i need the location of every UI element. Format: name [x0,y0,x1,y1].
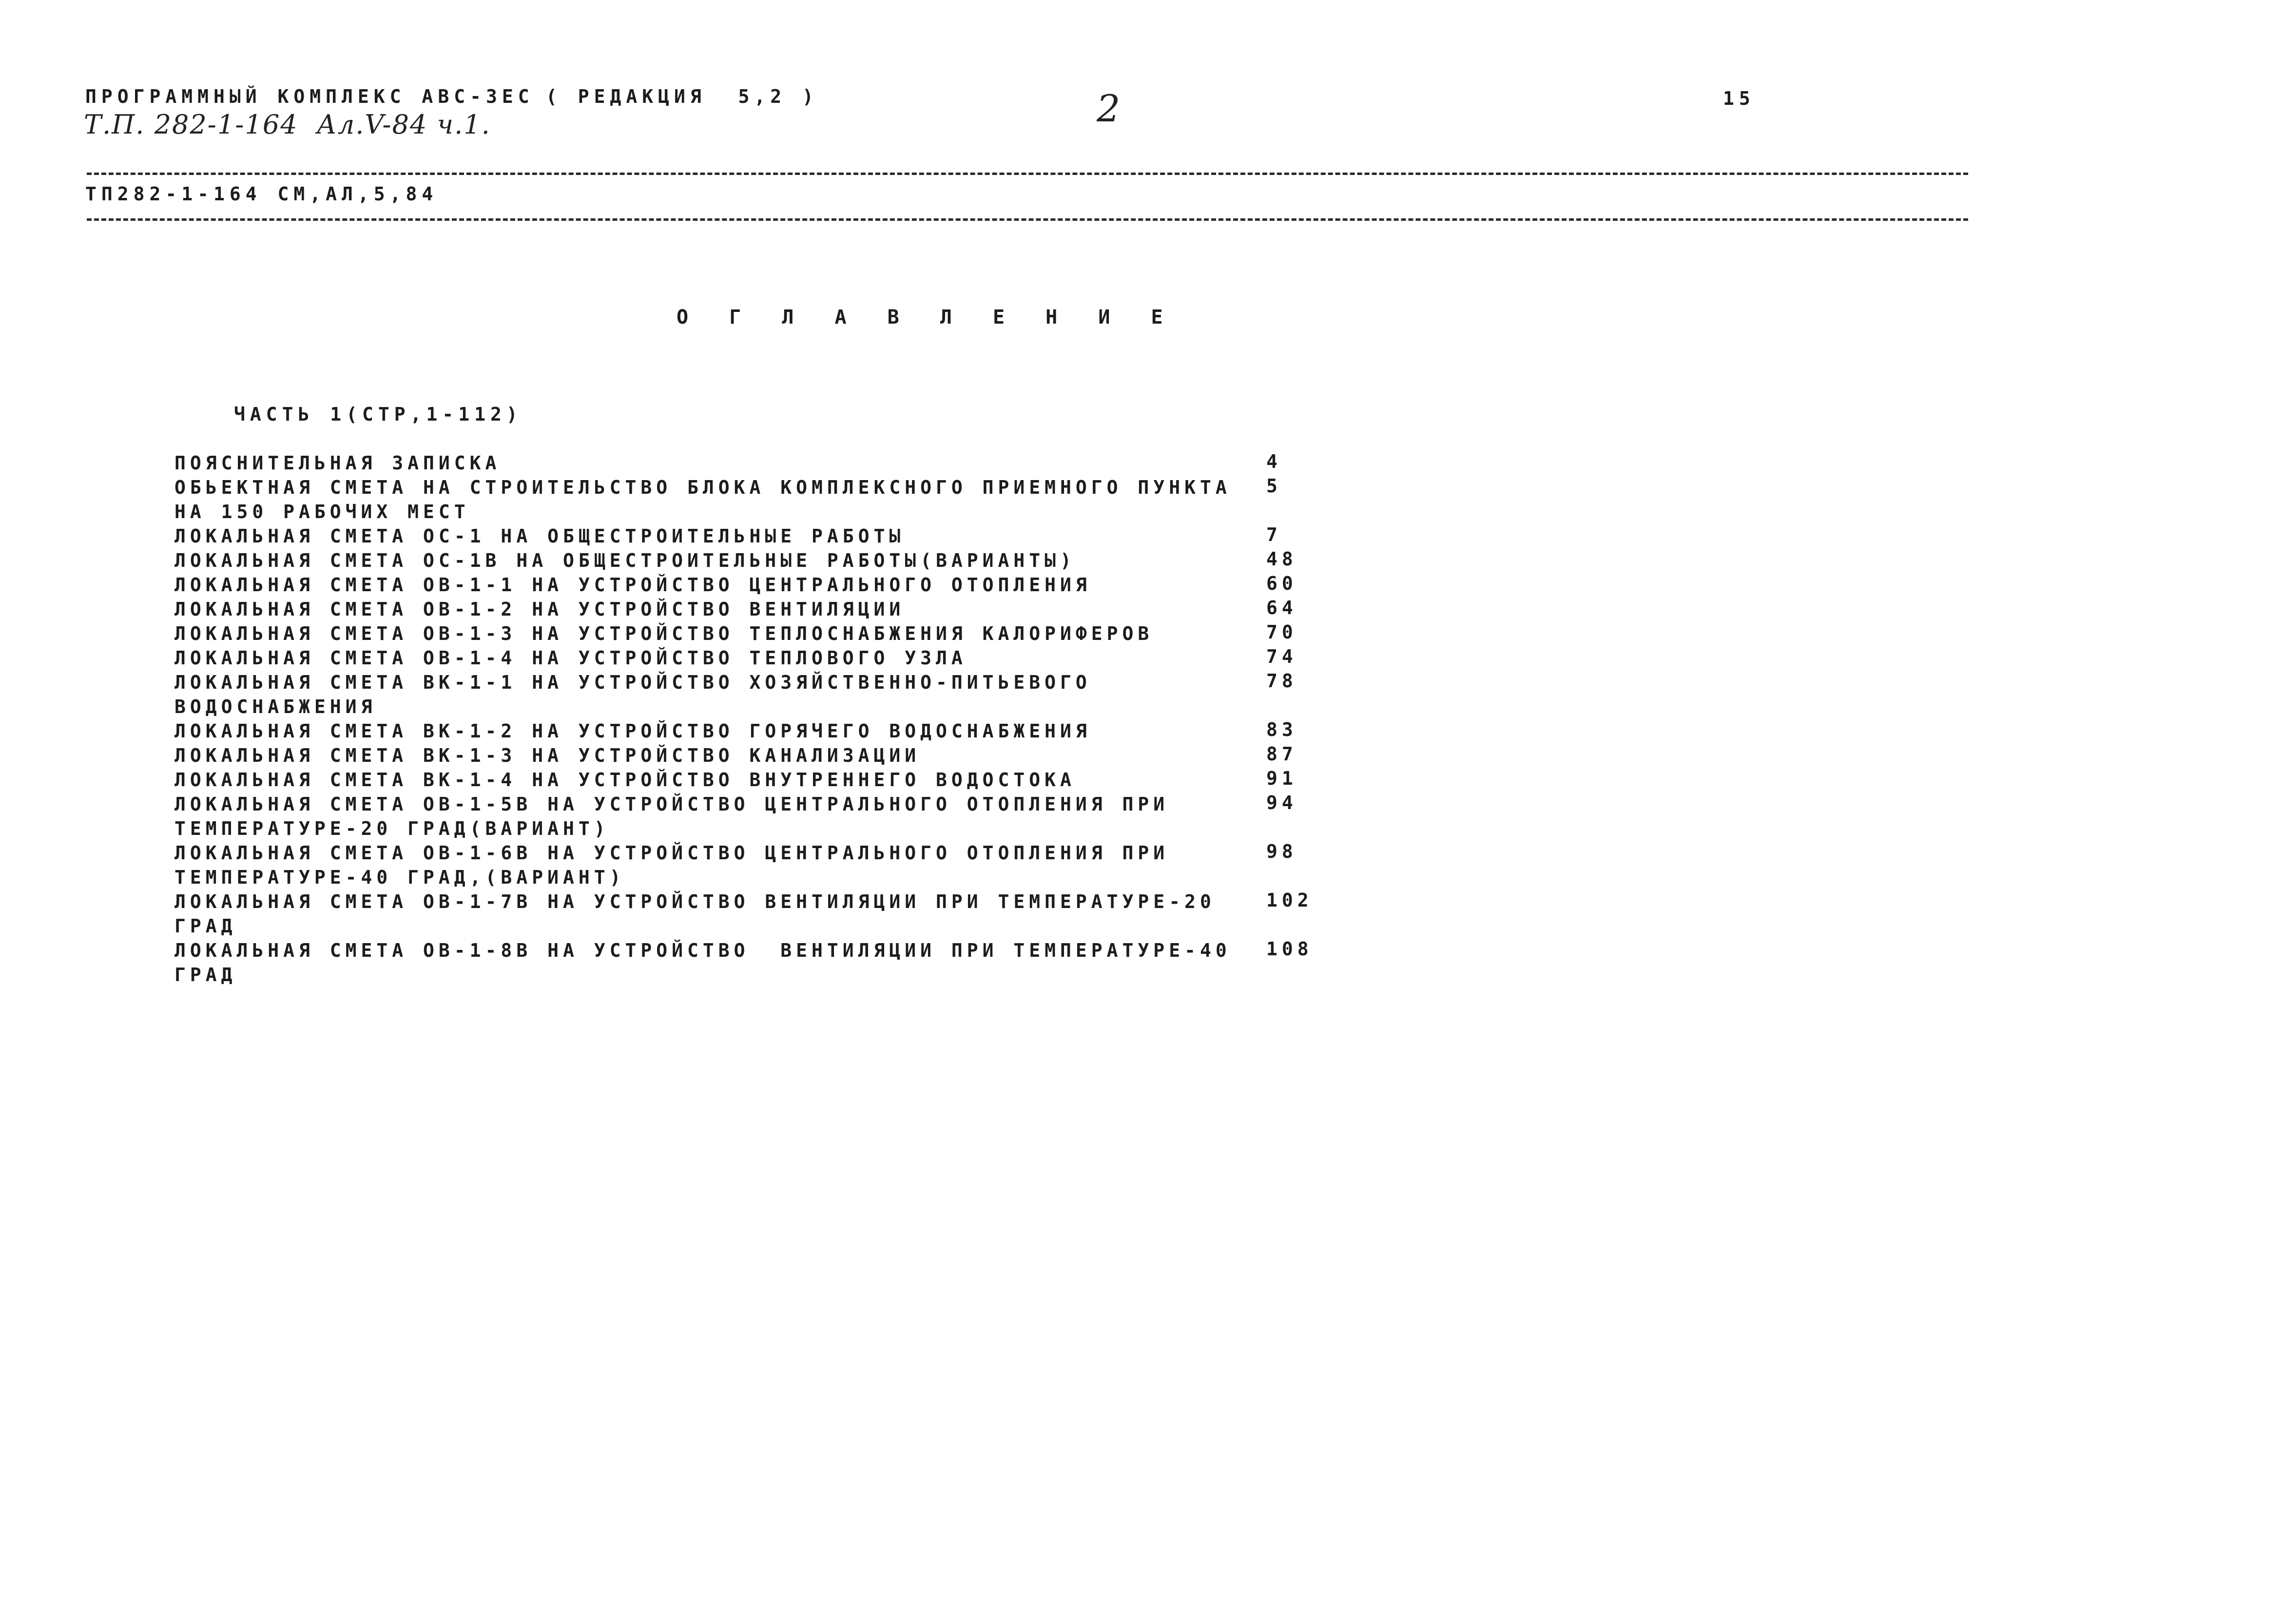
toc-entry [174,792,1297,841]
toc-entry-page: 5 [1266,475,1282,497]
toc-entry [174,719,1297,743]
toc-entry-title: ЛОКАЛЬНАЯ СМЕТА ОВ-1-3 НА УСТРОЙСТВО ТЕПЛОСНАБЖЕНИЯ КАЛОРИФЕРОВ [174,623,1154,644]
toc-entry-title: ЛОКАЛЬНАЯ СМЕТА ОС-1 НА ОБЩЕСТРОИТЕЛЬНЫЕ РАБОТЫ [174,525,905,547]
toc-entry-page: 83 [1266,719,1297,740]
toc-entry-page: 70 [1266,621,1297,643]
toc-entry [174,451,1282,475]
toc-entry-title: ЛОКАЛЬНАЯ СМЕТА ОВ-1-1 НА УСТРОЙСТВО ЦЕНТРАЛЬНОГО ОТОПЛЕНИЯ [174,574,1091,596]
toc-title: О Г Л А В Л Е Н И Е [677,306,1178,329]
toc-entry-title: ЛОКАЛЬНАЯ СМЕТА ОВ-1-6В НА УСТРОЙСТВО ЦЕНТРАЛЬНОГО ОТОПЛЕНИЯ ПРИ [174,842,1169,864]
toc-entry-page: 94 [1266,792,1297,813]
toc-entry [174,621,1297,646]
toc-entry-page: 48 [1266,548,1297,570]
toc-entry-title: ЛОКАЛЬНАЯ СМЕТА ВК-1-2 НА УСТРОЙСТВО ГОРЯЧЕГО ВОДОСНАБЖЕНИЯ [174,720,1091,742]
toc-entry-title: ТЕМПЕРАТУРЕ-20 ГРАД(ВАРИАНТ) [174,818,610,839]
toc-entry-title: ПОЯСНИТЕЛЬНАЯ ЗАПИСКА [174,452,501,474]
toc-entry-title: ТЕМПЕРАТУРЕ-40 ГРАД,(ВАРИАНТ) [174,867,625,888]
toc-entry-title: ЛОКАЛЬНАЯ СМЕТА ВК-1-3 НА УСТРОЙСТВО КАНАЛИЗАЦИИ [174,745,921,766]
toc-entry [174,670,1297,719]
separator-bottom [87,218,1968,221]
toc-entry-title: ЛОКАЛЬНАЯ СМЕТА ОВ-1-5В НА УСТРОЙСТВО ЦЕНТРАЛЬНОГО ОТОПЛЕНИЯ ПРИ [174,793,1169,815]
toc-entry [174,524,1282,548]
toc-entry-page: 64 [1266,597,1297,619]
toc-entry [174,646,1297,670]
toc-entry-title: ЛОКАЛЬНАЯ СМЕТА ОВ-1-7В НА УСТРОЙСТВО ВЕНТИЛЯЦИИ ПРИ ТЕМПЕРАТУРЕ-20 [174,891,1216,912]
toc-entry [174,743,1297,768]
toc-entry [174,548,1297,573]
toc-entry [174,768,1297,792]
toc-entry-page: 87 [1266,743,1297,765]
toc-entry [174,475,1282,524]
toc-entry-page: 74 [1266,646,1297,667]
toc-entry-page: 91 [1266,768,1297,789]
handwritten-reference: Т.П. 282-1-164 Ал.V-84 ч.1. [84,109,491,140]
page-number: 15 [1723,88,1755,109]
edition-label: ( РЕДАКЦИЯ 5,2 ) [546,86,818,107]
toc-entry [174,597,1297,621]
toc-entry-title: ВОДОСНАБЖЕНИЯ [174,696,377,717]
toc-entry-title: НА 150 РАБОЧИХ МЕСТ [174,501,470,522]
toc-entry-page: 108 [1266,938,1313,960]
toc-entry-page: 98 [1266,841,1297,862]
toc-entry-title: ЛОКАЛЬНАЯ СМЕТА ВК-1-1 НА УСТРОЙСТВО ХОЗЯЙСТВЕННО-ПИТЬЕВОГО [174,672,1091,693]
program-name: ПРОГРАММНЫЙ КОМПЛЕКС АВС-3ЕС [85,86,534,107]
toc-entry [174,889,1313,938]
toc-entry-title: ГРАД [174,915,237,937]
toc-entry-title: ЛОКАЛЬНАЯ СМЕТА ОВ-1-4 НА УСТРОЙСТВО ТЕПЛОВОГО УЗЛА [174,647,967,669]
toc-entry-title: ЛОКАЛЬНАЯ СМЕТА ВК-1-4 НА УСТРОЙСТВО ВНУТРЕННЕГО ВОДОСТОКА [174,769,1076,791]
toc-entry-title: ЛОКАЛЬНАЯ СМЕТА ОС-1В НА ОБЩЕСТРОИТЕЛЬНЫЕ РАБОТЫ(ВАРИАНТЫ) [174,550,1076,571]
toc-entry [174,573,1297,597]
toc-entry-page: 102 [1266,889,1313,911]
separator-top [87,173,1968,175]
handwritten-sheet-number: 2 [1097,87,1122,130]
toc-entry-title: ЛОКАЛЬНАЯ СМЕТА ОВ-1-8В НА УСТРОЙСТВО ВЕНТИЛЯЦИИ ПРИ ТЕМПЕРАТУРЕ-40 [174,940,1231,961]
part-heading: ЧАСТЬ 1(СТР,1-112) [234,404,522,425]
toc-entry [174,938,1313,987]
document-code: ТП282-1-164 СМ,АЛ,5,84 [85,183,438,205]
toc-entry-title: ГРАД [174,964,237,986]
toc-entry-title: ОБЬЕКТНАЯ СМЕТА НА СТРОИТЕЛЬСТВО БЛОКА КОМПЛЕКСНОГО ПРИЕМНОГО ПУНКТА [174,477,1231,498]
toc-entry-page: 78 [1266,670,1297,692]
toc-entry-page: 60 [1266,573,1297,594]
toc-entry [174,841,1297,889]
toc-entry-page: 4 [1266,451,1282,472]
toc-entry-page: 7 [1266,524,1282,545]
toc-entry-title: ЛОКАЛЬНАЯ СМЕТА ОВ-1-2 НА УСТРОЙСТВО ВЕНТИЛЯЦИИ [174,599,905,620]
